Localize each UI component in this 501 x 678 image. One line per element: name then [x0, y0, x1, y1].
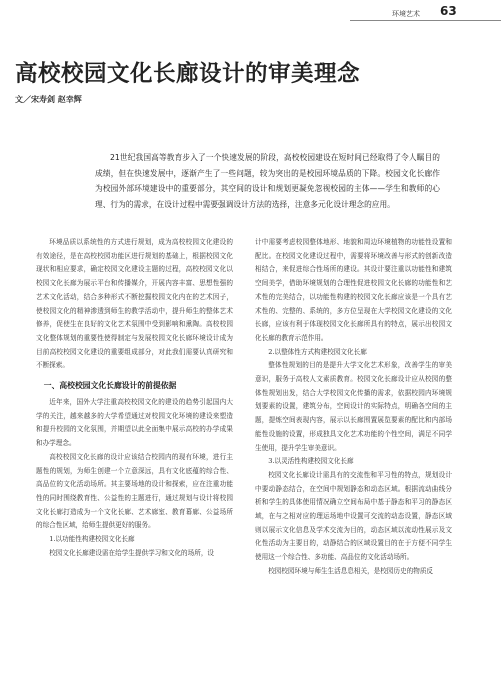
- article-byline: 文／宋寿剑 赵幸辉: [15, 95, 82, 104]
- body-paragraph: 校园校园环境与师生生活息息相关，是校园历史的物质反: [268, 566, 434, 575]
- subsection-heading: 1.以功能性构建校园文化长廊: [49, 535, 135, 544]
- body-paragraph: 校园文化长廊设计需具有的交流性和平习性的特点，规划设计中要动静态结合，在空间中规划静态和动态区域。根据流动曲线分析和学生的具体使用情况确立空间布局中基于静态和平习的静态区域，在与之相对应的理运场地中设置可交流的动态设置，静态区域则以展示文化信息及学术交流为目的，动态区域以流动性展示及文化性活动为主要目的，动静结合的区域设置目的在于方便不同学生使用这一个综合性、多功能、高品位的文化活动场所。: [255, 470, 452, 562]
- subsection-heading: 3.以灵活性构建校园文化长廊: [268, 457, 354, 466]
- body-paragraph: 近年来，国外大学注重高校校园文化的建设的趋势引起国内大学的关注，越来越多的大学希望通过对校园文化环境的建设来塑造和提升校园的文化氛围，并期望以此全面集中展示高校的办学成果和办学理念。: [36, 398, 233, 448]
- article-title: 高校校园文化长廊设计的审美理念: [15, 61, 361, 87]
- body-column-right: [255, 236, 452, 579]
- body-column-left: [36, 236, 233, 560]
- subsection-heading: 2.以整体性方式构建校园文化长廊: [268, 347, 367, 356]
- body-paragraph: 计中需要考虑校园整体地形、地貌和周边环境植物的功能性设置和配比。在校园文化建设过程中，需要将环境改善与形式的创新改造相结合，来促进综合性场所的建设。其设计要注重以功能性和建筑空间美学，借助环境规划的合理性促进校园文化长廊的功能性和艺术性的完美结合，以功能性构建的校园文化长廊应该是一个具有艺术性的、完整的、系统的，多方位呈现在大学校园文化建设的文化长廊，应该有利于体现校园文化长廊所具有的特点，展示出校园文化长廊的教育示范作用。: [255, 238, 452, 342]
- body-paragraph: 整体性规划的目的是提升大学文化艺术形象，改善学生的审美意识，服务于高校人文素质教育。校园文化长廊设计应从校园的整体性规划出发，结合大学校园文化传播的需求，依据校园内环境规划要素的设置，建筑分布，空间设计的实际特点，明确各空间的主题，提炼空间表现内容，展示以长廊围置展览要素的配比和内部场能性设施的设置，形成独具文化艺术功能的个性空间，满足不同学生使用，提升学生审美意识。: [255, 361, 452, 452]
- journal-name: 环境艺术: [392, 10, 420, 18]
- body-paragraph: 环境品质以系统性的方式进行规划，成为高校校园文化建设的有效途径，是在高校校园功能区进行规划的基础上，根据校园文化现状和相应要求，确定校园文化建设主题的过程，高校校园文化以校园文化长廊为展示平台和传播媒介，开展内容丰富、思想性强的艺术文化活动，结合多种形式不断挖掘校园文化内在的艺术因子，使校园文化的精神渗透到师生的教学活动中，提升师生的整体艺术修养，促使生在良好的文化艺术氛围中受到影响和熏陶。高校校园文化整体规划的重要性使得制定与发展校园文化长廊环境设计成为目前高校校园文化建设的重要组成部分，对此我们需要认真研究和不断探索。: [36, 238, 233, 370]
- article-abstract: 21世纪我国高等教育步入了一个快速发展的阶段，高校校园建设在短时间已经取得了令人瞩目的成绩，但在快速发展中，逐渐产生了一些问题，较为突出的是校园环境品质的下降。校园文化长廊作为校园外部环境建设中的重要部分，其空间的设计和规划更凝免忽视校园的主体——学生和教师的心理、行为的需求，在设计过程中需要强调设计方法的选择，注意多元化设计理念的应用。: [95, 153, 440, 209]
- header-rule: [350, 20, 501, 21]
- body-paragraph: 校园文化长廊建设需在给学生提供学习和文化的场所，设: [49, 548, 215, 557]
- page-number: 63: [440, 4, 457, 18]
- section-heading: 一、高校校园文化长廊设计的前提依据: [43, 381, 177, 391]
- body-paragraph: 高校校园文化长廊的设计应该结合校园内的现有环境，进行主题性的规划，为师生创建一个立意深远，具有文化底蕴的综合性、高品位的文化活动场所。其主要场地的设计和探索，应在注重功能性的同时围绕教育性、公益性的主题进行，通过规划与设计将校园文化长廊打造成为一个文化长廊、艺术廊室、教育幕廊、公益场所的综合性区域，给师生提供更好的服务。: [36, 452, 233, 530]
